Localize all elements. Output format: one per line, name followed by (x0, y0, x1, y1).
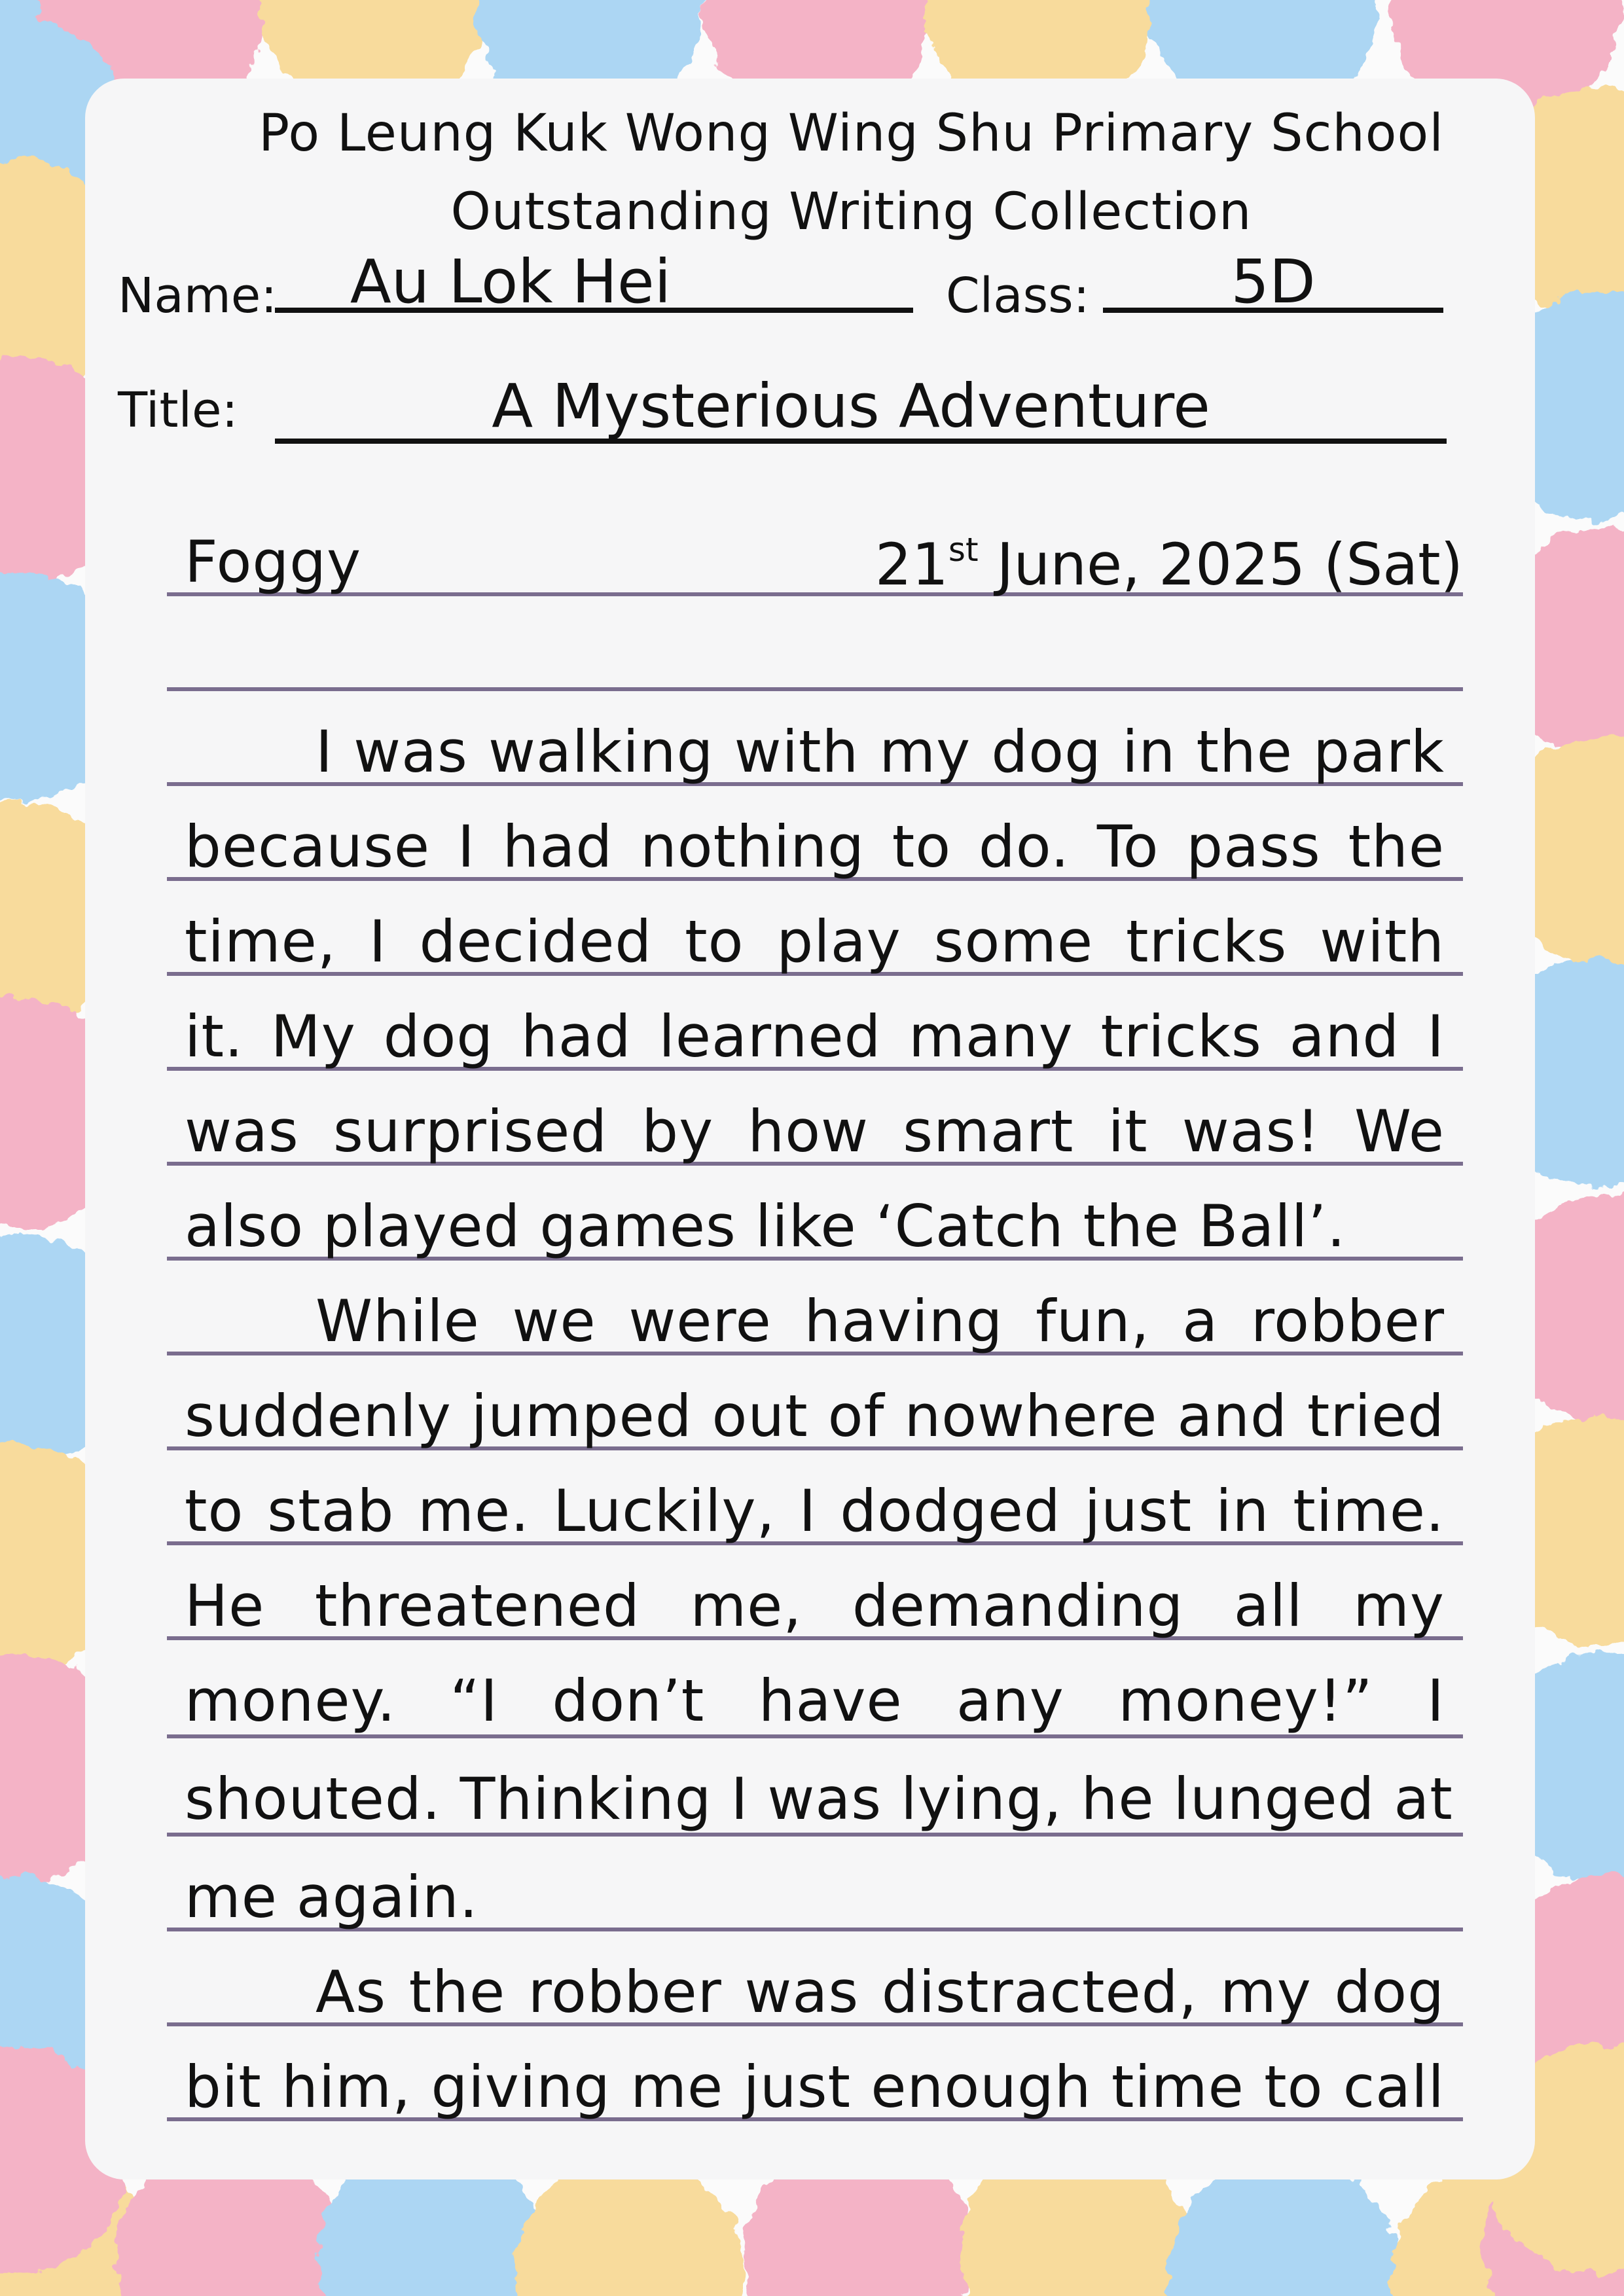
essay-line: He threatened me, demanding all my (185, 1572, 1445, 1640)
weather: Foggy (185, 528, 362, 596)
student-name: Au Lok Hei (350, 247, 672, 317)
diary-date: 21st June, 2025 (Sat) (875, 531, 1463, 598)
essay-line: me again. (185, 1863, 478, 1931)
essay-line: I was walking with my dog in the park (316, 718, 1445, 785)
collection-title: Outstanding Writing Collection (450, 183, 1252, 242)
essay-line: to stab me. Luckily, I dodged just in time. (185, 1477, 1445, 1545)
class-label: Class: (946, 268, 1090, 324)
essay-line: because I had nothing to do. To pass the (185, 813, 1445, 880)
essay-line: also played games like ‘Catch the Ball’. (185, 1193, 1346, 1260)
essay-line: suddenly jumped out of nowhere and tried (185, 1382, 1445, 1450)
essay-line: bit him, giving me just enough time to call (185, 2053, 1445, 2121)
essay-line: As the robber was distracted, my dog (316, 1958, 1445, 2026)
essay-line: While we were having fun, a robber (316, 1287, 1445, 1355)
class-value: 5D (1231, 247, 1316, 317)
essay-line: money. “I don’t have any money!” I (185, 1667, 1445, 1734)
ruled-line (167, 687, 1463, 691)
essay-line: time, I decided to play some tricks with (185, 908, 1445, 975)
ruled-line (167, 1833, 1463, 1837)
ruled-line (167, 1734, 1463, 1738)
essay-title: A Mysterious Adventure (492, 371, 1210, 441)
essay-line: it. My dog had learned many tricks and I (185, 1003, 1445, 1070)
essay-line: shouted. Thinking I was lying, he lunged at (185, 1765, 1453, 1833)
essay-line: was surprised by how smart it was! We (185, 1098, 1445, 1165)
title-label: Title: (118, 382, 238, 439)
school-name: Po Leung Kuk Wong Wing Shu Primary School (259, 104, 1444, 163)
name-label: Name: (118, 268, 278, 324)
